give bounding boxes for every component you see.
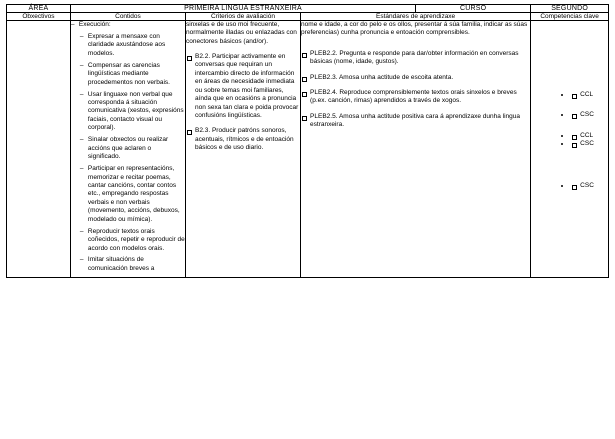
competencia-list [531,111,608,119]
estandares-lead-text: nome e idade, a cor do pelo e os ollos, presentar á súa familia, indicar as súas preferencias) cunha pronuncia e entoación comprensibles. [301,21,528,37]
subheader-contidos: Contidos [70,13,185,21]
list-item: – Sinalar obxectos ou realizar accións que aclaren o significado. [80,136,185,161]
list-item: – Compensar as carencias lingüísticas mediante procedementos non verbais. [80,62,185,87]
list-item: PLEB2.4. Reproduce comprensiblemente textos orais sinxelos e breves (p.ex. canción, rimas) aprendidos a través de xogos. [301,89,530,106]
list-item: PLEB2.5. Amosa unha actitude positiva cara á aprendizaxe dunha lingua estranxeira. [301,113,530,130]
header-subject: PRIMEIRA LINGUA ESTRANXEIRA [70,5,415,13]
table-header-row [7,5,609,13]
cell-competencias [531,21,609,278]
subheader-criterios: Criterios de avaliación [185,13,300,21]
subheader-estandares: Estándares de aprendizaxe [301,13,531,21]
subheader-objectivos: Obxectivos [7,13,71,21]
list-item: – Participar en representacións, memorizar e recitar poemas, cantar cancións, contar contos etc., empregando respostas verbais e non verbais (movemento, accións, debuxos, modelado ou mímica). [80,165,185,224]
competencia-group [531,91,608,99]
list-item: B2.2. Participar activamente en conversas que requiran un intercambio directo de información en áreas de necesidade inmediata ou sobre temas moi familiares, aínda que en ocasións a pronuncia non sexa tan clara e poida provocar confusións lingüísticas. [186,53,300,121]
list-item: – Expresar a mensaxe con claridade axustándose aos modelos. [80,33,185,58]
competencia-list [531,132,608,149]
list-item: • CCL [571,132,608,140]
table-content-row [7,21,609,278]
curriculum-table [6,4,609,278]
criterios-lead-text: sinxelas e de uso moi frecuente, normalmente illadas ou enlazadas con conectores básicos (and/or). [185,21,297,45]
contidos-list [71,21,185,273]
list-item: – Imitar situacións de comunicación breves a [80,256,185,273]
estandares-list [301,50,530,130]
cell-contidos [70,21,185,278]
competencia-list [531,91,608,99]
competencia-list [531,182,608,190]
header-area: ÁREA [7,5,71,13]
cell-objectivos [7,21,71,278]
list-item: • CSC [571,182,608,190]
header-course-value: SEGUNDO [531,5,609,13]
list-item: • CSC [571,111,608,119]
list-item: PLEB2.3. Amosa unha actitude de escoita atenta. [301,74,530,82]
list-item: – Reproducir textos orais coñecidos, repetir e reproducir de acordo con modelos orais. [80,228,185,253]
list-item: – Usar linguaxe non verbal que corresponda á situación comunicativa (xestos, expresións faciais, contacto visual ou corporal). [80,91,185,133]
cell-estandares [301,21,531,278]
cell-criterios [185,21,300,278]
criterios-list [186,53,300,153]
header-course: CURSO [416,5,531,13]
list-item: B2.3. Producir patróns sonoros, acentuais, rítmicos e de entoación básicos e de uso diario. [186,127,300,152]
table-subheader-row [7,13,609,21]
list-item: PLEB2.2. Pregunta e responde para dar/obter información en conversas básicas (nome, idade, gustos). [301,50,530,67]
list-item: • CCL [571,91,608,99]
competencia-group [531,111,608,119]
list-item: – Execución: [71,21,185,29]
subheader-competencias: Competencias clave [531,13,609,21]
list-item: • CSC [571,140,608,148]
competencia-group [531,182,608,190]
competencia-group [531,132,608,149]
